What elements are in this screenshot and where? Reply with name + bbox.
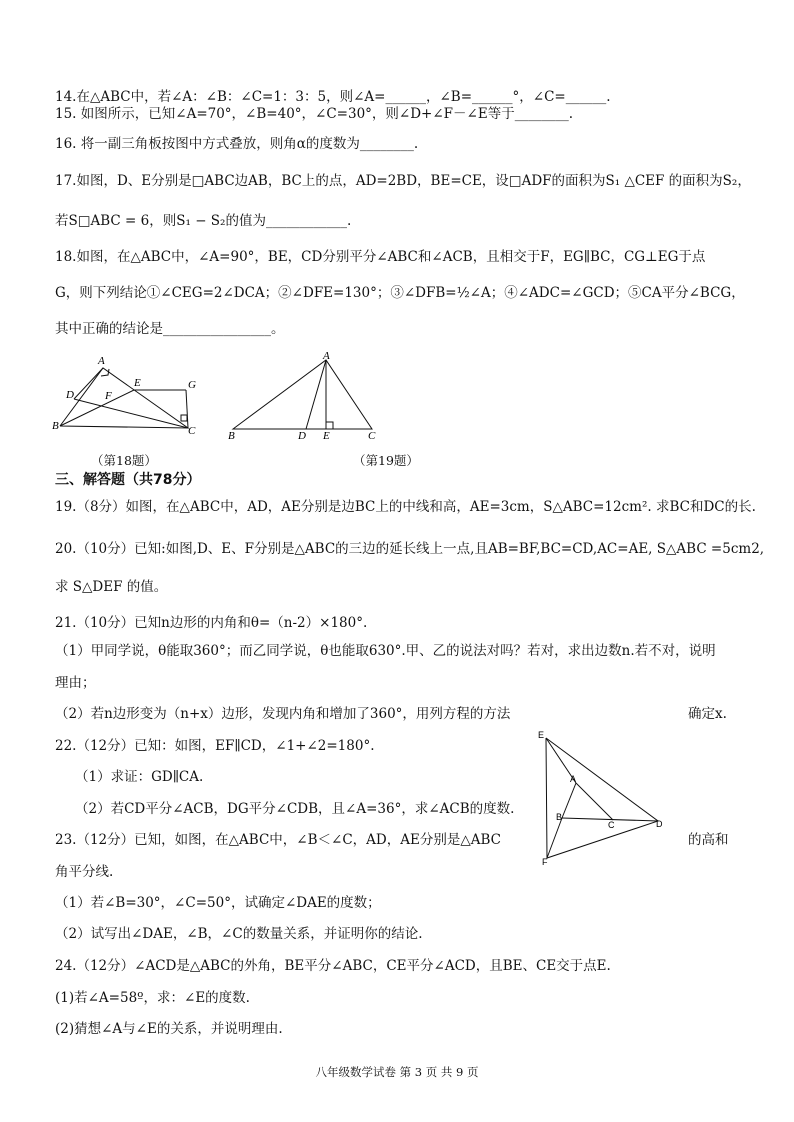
fig18-label-e: E xyxy=(134,377,141,389)
fig22-label-d: D xyxy=(656,819,663,829)
fig22-label-a: A xyxy=(570,774,577,784)
fig18-label-f: F xyxy=(105,390,112,402)
fig18-label-b: B xyxy=(52,420,59,432)
question-18-line-2: G，则下列结论①∠CEG=2∠DCA；②∠DFE=130°；③∠DFB=½∠A；④∠ADC=∠GCD；⑤CA平分∠BCG， xyxy=(55,285,745,301)
question-14: 14.在△ABC中，若∠A：∠B：∠C=1：3：5，则∠A=______，∠B=______°，∠C=______. xyxy=(55,89,611,105)
fig22-label-f: F xyxy=(542,857,548,867)
fig22-label-c: C xyxy=(608,820,615,830)
fig22-label-e: E xyxy=(538,730,545,740)
question-21: 21.（10分）已知n边形的内角和θ=（n-2）×180°. xyxy=(55,615,368,631)
fig19-label-e: E xyxy=(323,430,330,442)
fig19-label-c: C xyxy=(368,430,376,442)
question-19: 19.（8分）如图，在△ABC中，AD，AE分别是边BC上的中线和高，AE=3cm，S△ABC=12cm². 求BC和DC的长. xyxy=(55,499,756,515)
question-18-line-3: 其中正确的结论是________________。 xyxy=(55,321,285,337)
fig18-label-c: C xyxy=(188,425,196,437)
question-24-part-2: (2)猜想∠A与∠E的关系，并说明理由. xyxy=(55,1021,283,1037)
question-23-line-1: 23.（12分）已知，如图，在△ABC中，∠B＜∠C，AD，AE分别是△ABC xyxy=(55,832,501,848)
question-21-part-1-line-1: （1）甲同学说，θ能取360°；而乙同学说，θ也能取630°.甲、乙的说法对吗？若对，求出边数n.若不对，说明 xyxy=(55,643,716,659)
question-15: 15. 如图所示，已知∠A=70°，∠B=40°，∠C=30°，则∠D+∠F－∠E等于________. xyxy=(55,106,573,122)
question-24-part-1: (1)若∠A=58º，求：∠E的度数. xyxy=(55,990,250,1006)
fig22-label-b: B xyxy=(556,812,563,822)
section-3-title: 三、解答题（共78分） xyxy=(55,472,201,488)
figure-22 xyxy=(532,728,672,868)
figure-19 xyxy=(224,350,384,442)
question-22-part-1: （1）求证：GD∥CA. xyxy=(75,769,204,785)
question-21-part-1-line-2: 理由； xyxy=(55,675,96,691)
question-16: 16. 将一副三角板按图中方式叠放，则角α的度数为________. xyxy=(55,136,419,152)
question-20-line-2: 求 S△DEF 的值。 xyxy=(55,579,168,595)
fig18-label-a: A xyxy=(98,355,105,367)
fig18-label-d: D xyxy=(66,389,74,401)
figure-18 xyxy=(52,352,212,437)
fig19-label-b: B xyxy=(228,430,235,442)
page-footer: 八年级数学试卷 第 3 页 共 9 页 xyxy=(315,1065,479,1079)
question-23-line-2: 角平分线. xyxy=(55,864,114,880)
fig19-label-a: A xyxy=(323,350,330,362)
fig18-label-g: G xyxy=(188,379,196,391)
question-17-line-1: 17.如图，D、E分别是□ABC边AB，BC上的点，AD=2BD，BE=CE，设□ADF的面积为S₁ △CEF 的面积为S₂， xyxy=(55,173,751,189)
question-18-line-1: 18.如图，在△ABC中，∠A=90°，BE，CD分别平分∠ABC和∠ACB，且相交于F，EG∥BC，CG⊥EG于点 xyxy=(55,249,706,265)
question-23-part-2: （2）试写出∠DAE，∠B，∠C的数量关系，并证明你的结论. xyxy=(55,926,423,942)
question-24: 24.（12分）∠ACD是△ABC的外角，BE平分∠ABC，CE平分∠ACD，且BE、CE交于点E. xyxy=(55,958,611,974)
fig19-label-d: D xyxy=(298,430,306,442)
figure-19-caption: （第19题） xyxy=(353,453,419,468)
question-23-line-1-end: 的高和 xyxy=(688,832,729,848)
question-23-part-1: （1）若∠B=30°，∠C=50°，试确定∠DAE的度数； xyxy=(55,895,381,911)
question-22: 22.（12分）已知：如图，EF∥CD，∠1+∠2=180°. xyxy=(55,738,375,754)
question-17-line-2: 若S□ABC = 6，则S₁ − S₂的值为____________. xyxy=(55,213,352,229)
question-22-part-2: （2）若CD平分∠ACB，DG平分∠CDB，且∠A=36°，求∠ACB的度数. xyxy=(75,801,515,817)
question-21-part-2-end: 确定x. xyxy=(688,706,727,722)
figure-18-caption: （第18题） xyxy=(91,453,157,468)
question-20-line-1: 20.（10分）已知:如图,D、E、F分别是△ABC的三边的延长线上一点,且AB=BF,BC=CD,AC=AE, S△ABC =5cm2, xyxy=(55,541,765,557)
question-21-part-2: （2）若n边形变为（n+x）边形，发现内角和增加了360°，用列方程的方法 xyxy=(55,706,511,722)
